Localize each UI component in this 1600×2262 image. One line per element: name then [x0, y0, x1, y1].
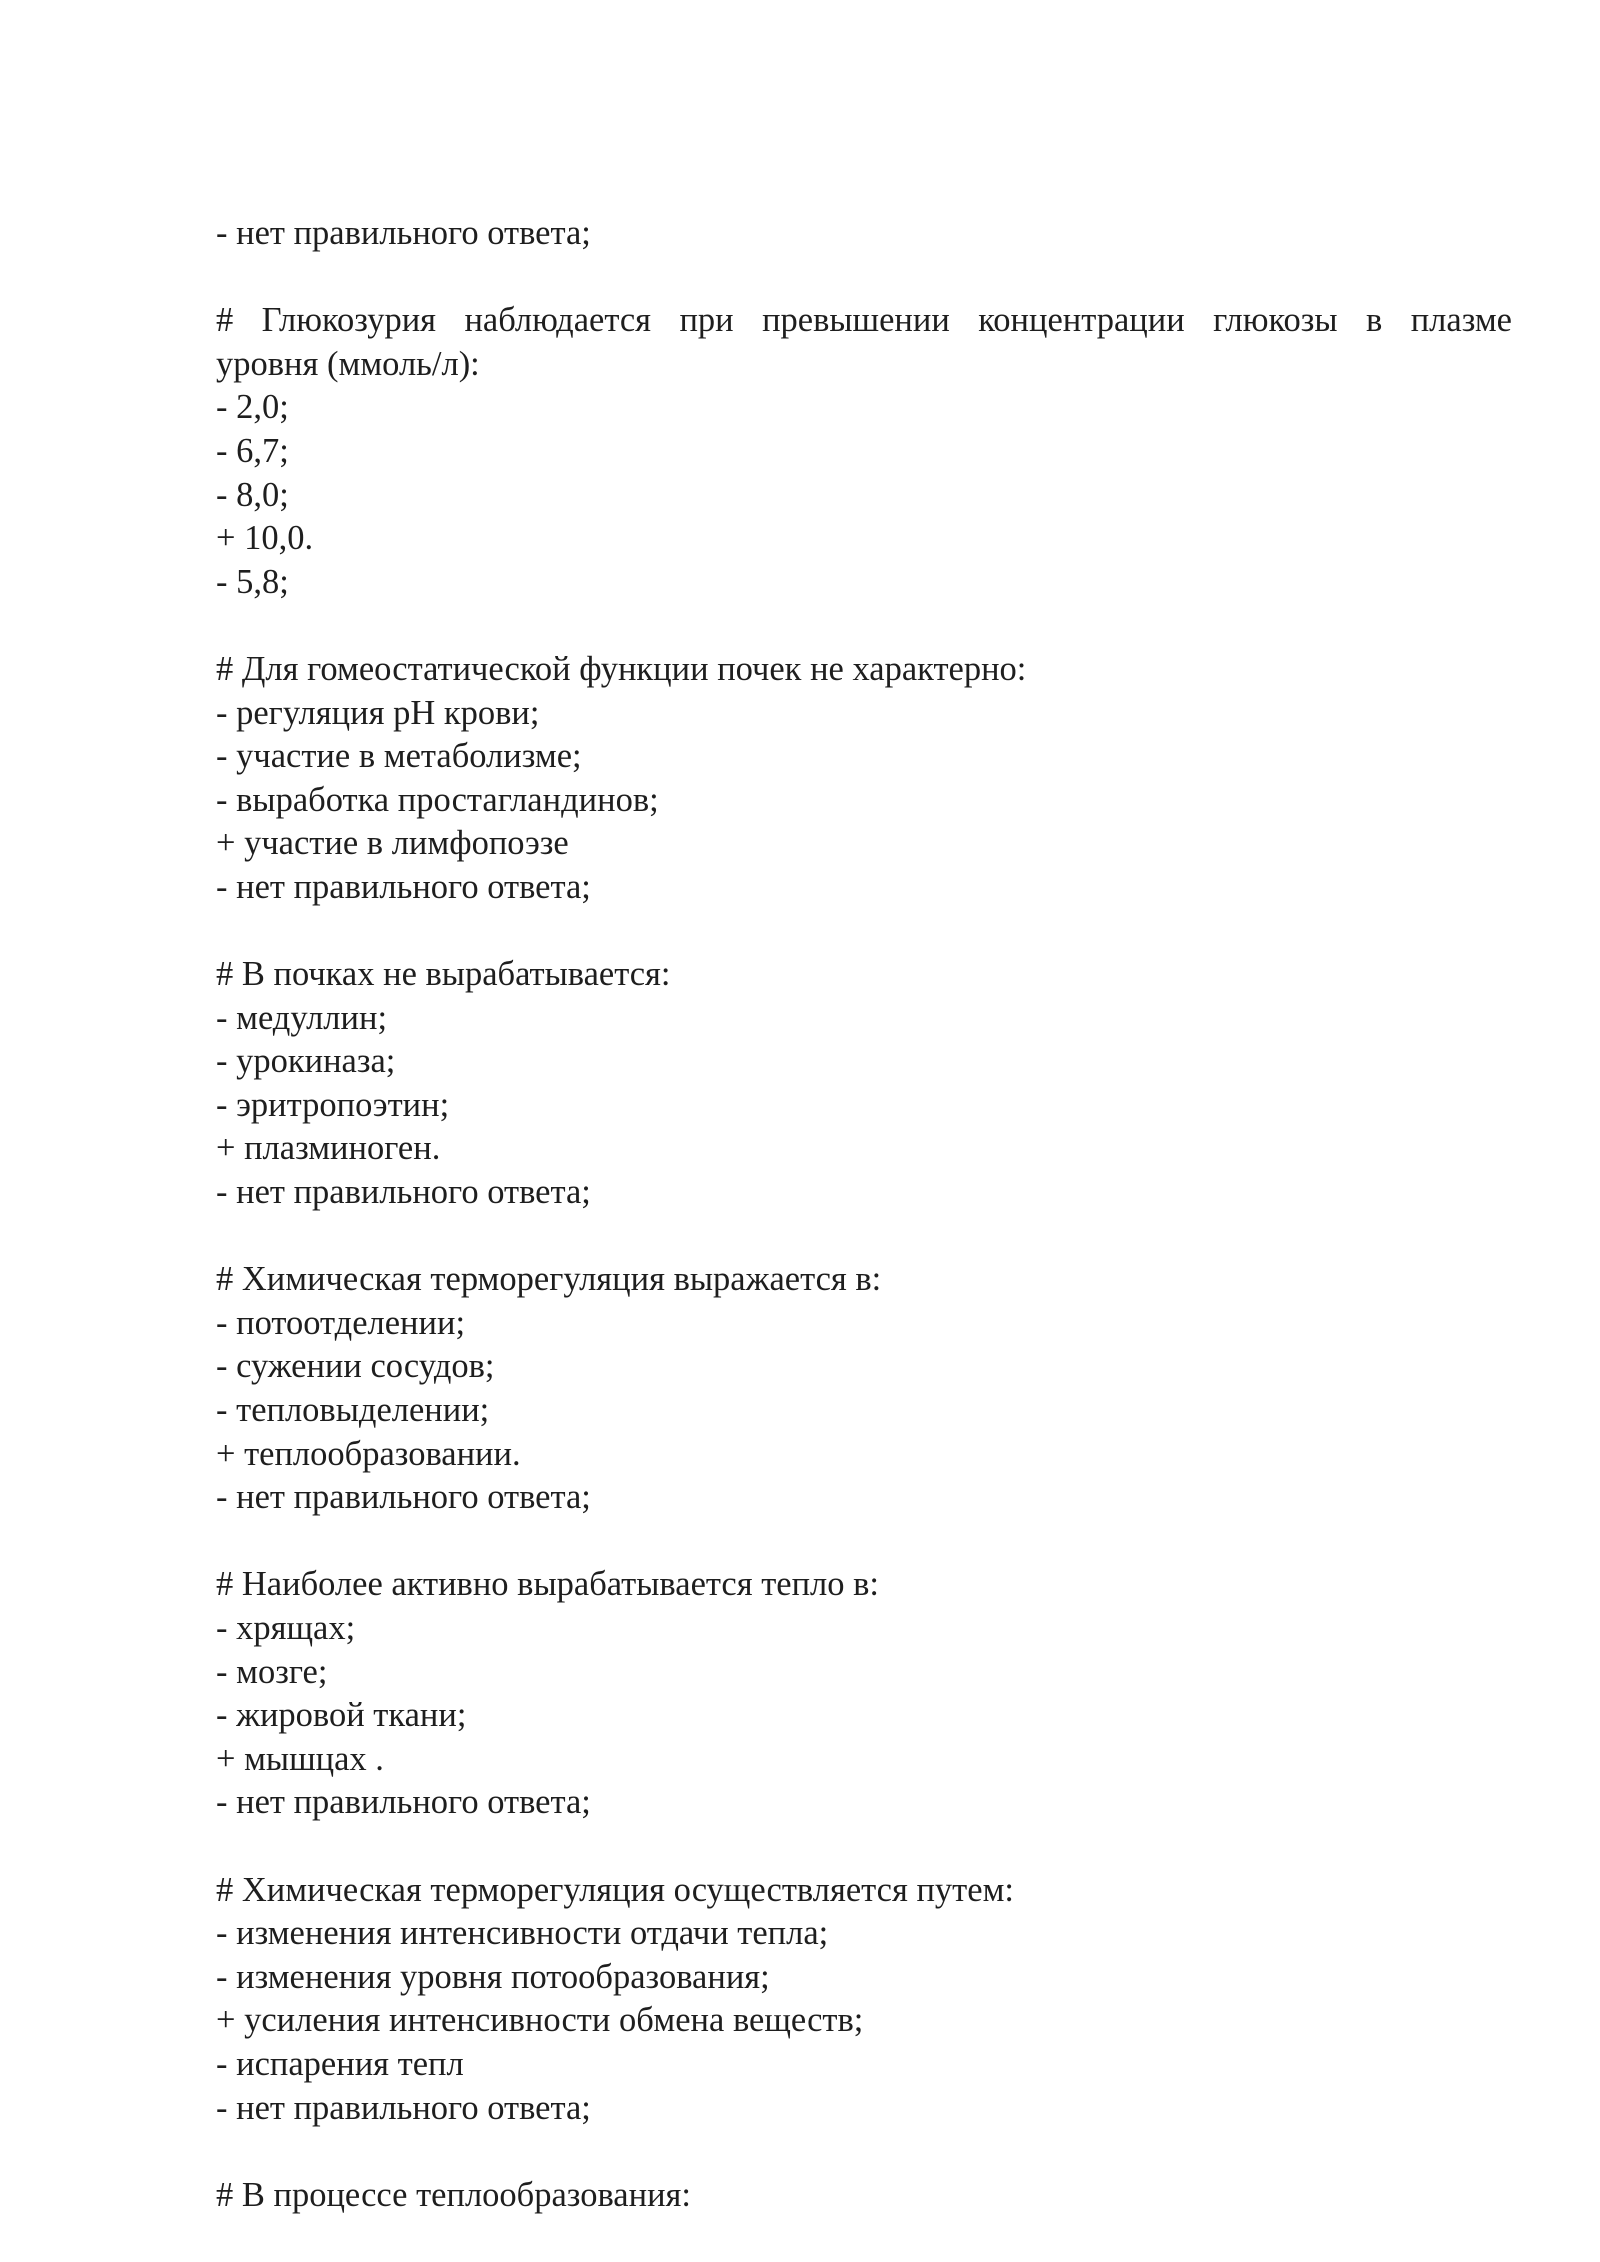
question-block	[216, 1563, 1512, 1825]
correct-answer-option: + 10,0.	[216, 519, 314, 558]
answer-option: - нет правильного ответа;	[216, 2088, 591, 2127]
question-text: # Для гомеостатической функции почек не характерно:	[216, 649, 1027, 688]
blank-line	[216, 2130, 1512, 2174]
answer-option: - испарения тепл	[216, 2044, 464, 2083]
answer-option: - потоотделении;	[216, 1303, 466, 1342]
blank-line	[216, 910, 1512, 954]
answer-option: - нет правильного ответа;	[216, 1783, 591, 1822]
answer-option: - медуллин;	[216, 998, 388, 1037]
answer-option: - сужении сосудов;	[216, 1347, 495, 1386]
blank-line	[216, 1520, 1512, 1564]
question-block	[216, 299, 1512, 604]
answer-option: - тепловыделении;	[216, 1391, 490, 1430]
correct-answer-option: + участие в лимфопоэзе	[216, 824, 569, 863]
answer-option: - 2,0;	[216, 388, 289, 427]
blank-line	[216, 604, 1512, 648]
correct-answer-option: + мышцах .	[216, 1739, 384, 1778]
question-block	[216, 1869, 1512, 2131]
correct-answer-option: + усиления интенсивности обмена веществ;	[216, 2001, 864, 2040]
question-block	[216, 953, 1512, 1215]
blank-line	[216, 1215, 1512, 1259]
answer-option: - выработка простагландинов;	[216, 780, 659, 819]
answer-option: - 8,0;	[216, 475, 289, 514]
question-text-line-2: уровня (ммоль/л):	[216, 344, 480, 383]
question-text: # В почках не вырабатывается:	[216, 955, 671, 994]
question-text-line-1: # Глюкозурия наблюдается при превышении концентрации глюкозы в плазме	[216, 301, 1512, 340]
document-page	[216, 212, 1512, 2217]
correct-answer-option: + плазминоген.	[216, 1129, 441, 1168]
answer-option: - нет правильного ответа;	[216, 867, 591, 906]
answer-option: - изменения интенсивности отдачи тепла;	[216, 1914, 829, 1953]
correct-answer-option: + теплообразовании.	[216, 1434, 521, 1473]
answer-option: - хрящах;	[216, 1609, 356, 1647]
answer-option: - 6,7;	[216, 431, 289, 470]
answer-option: - участие в метаболизме;	[216, 737, 582, 776]
answer-option: - урокиназа;	[216, 1042, 396, 1081]
question-block	[216, 2174, 1512, 2218]
blank-line	[216, 256, 1512, 300]
question-text: # Химическая терморегуляция осуществляется путем:	[216, 1870, 1014, 1909]
answer-option: - 5,8;	[216, 562, 289, 601]
question-text: # Наиболее активно вырабатывается тепло в:	[216, 1565, 880, 1604]
question-text: # В процессе теплообразования:	[216, 2175, 691, 2214]
answer-option: - эритропоэтин;	[216, 1085, 450, 1124]
answer-option: - нет правильного ответа;	[216, 1478, 591, 1517]
question-block	[216, 1258, 1512, 1520]
question-block	[216, 648, 1512, 910]
answer-option: - нет правильного ответа;	[216, 1173, 591, 1212]
answer-option: - регуляция pH крови;	[216, 693, 540, 732]
answer-option: - мозге;	[216, 1652, 328, 1691]
blank-line	[216, 1825, 1512, 1869]
question-text: # Химическая терморегуляция выражается в:	[216, 1260, 882, 1299]
answer-option: - изменения уровня потообразования;	[216, 1957, 770, 1996]
answer-option: - нет правильного ответа;	[216, 214, 591, 252]
answer-option: - жировой ткани;	[216, 1696, 467, 1735]
